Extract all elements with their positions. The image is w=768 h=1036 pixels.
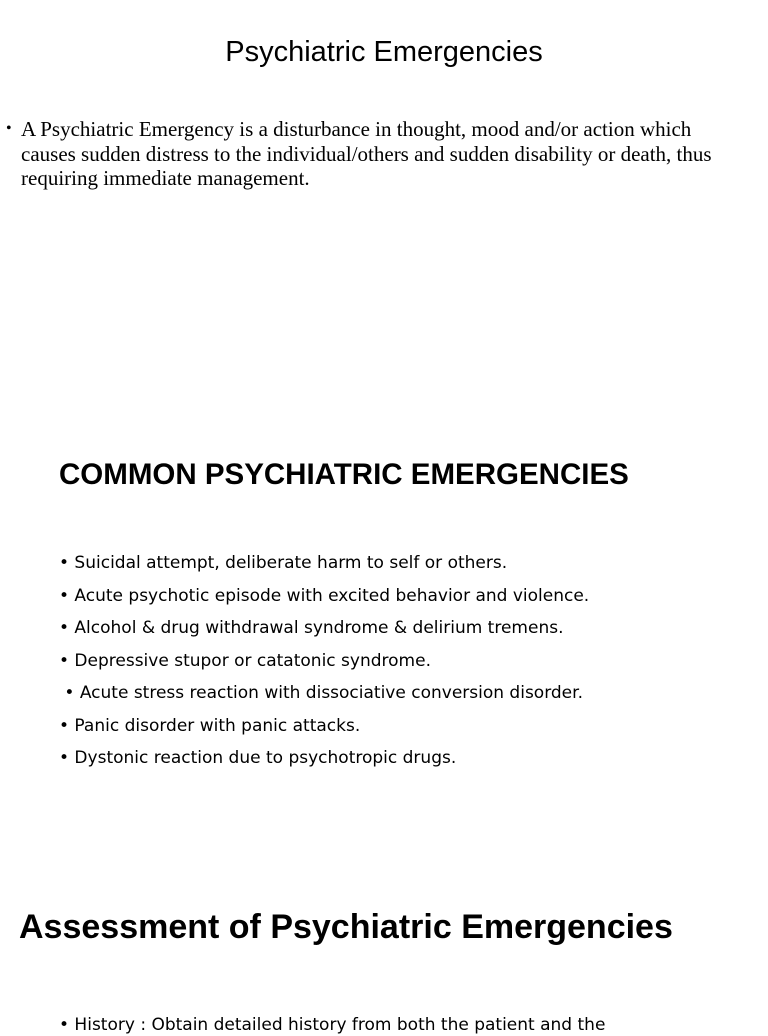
section-heading-assessment: Assessment of Psychiatric Emergencies	[19, 908, 673, 946]
list-item: • Panic disorder with panic attacks.	[59, 715, 361, 736]
bullet-marker: •	[6, 120, 12, 137]
emergency-list	[59, 547, 589, 775]
list-item: • Acute psychotic episode with excited behavior and violence.	[59, 585, 590, 606]
cut-off-text-line: • History : Obtain detailed history from both the patient and the	[59, 1015, 606, 1035]
definition-text: A Psychiatric Emergency is a disturbance in thought, mood and/or action which causes sudden distress to the individual/others and sudden disability or death, thus requiring immediate management.	[21, 117, 712, 190]
definition-paragraph	[6, 117, 746, 191]
list-item: • Dystonic reaction due to psychotropic drugs.	[59, 748, 457, 768]
list-item: • Alcohol & drug withdrawal syndrome & delirium tremens.	[59, 618, 564, 638]
list-item: • Acute stress reaction with dissociative conversion disorder.	[59, 683, 583, 703]
slide-title: Psychiatric Emergencies	[225, 36, 543, 68]
list-item: • Suicidal attempt, deliberate harm to self or others.	[59, 553, 508, 573]
list-item: • Depressive stupor or catatonic syndrome.	[59, 650, 431, 671]
section-heading-common: COMMON PSYCHIATRIC EMERGENCIES	[59, 458, 629, 491]
